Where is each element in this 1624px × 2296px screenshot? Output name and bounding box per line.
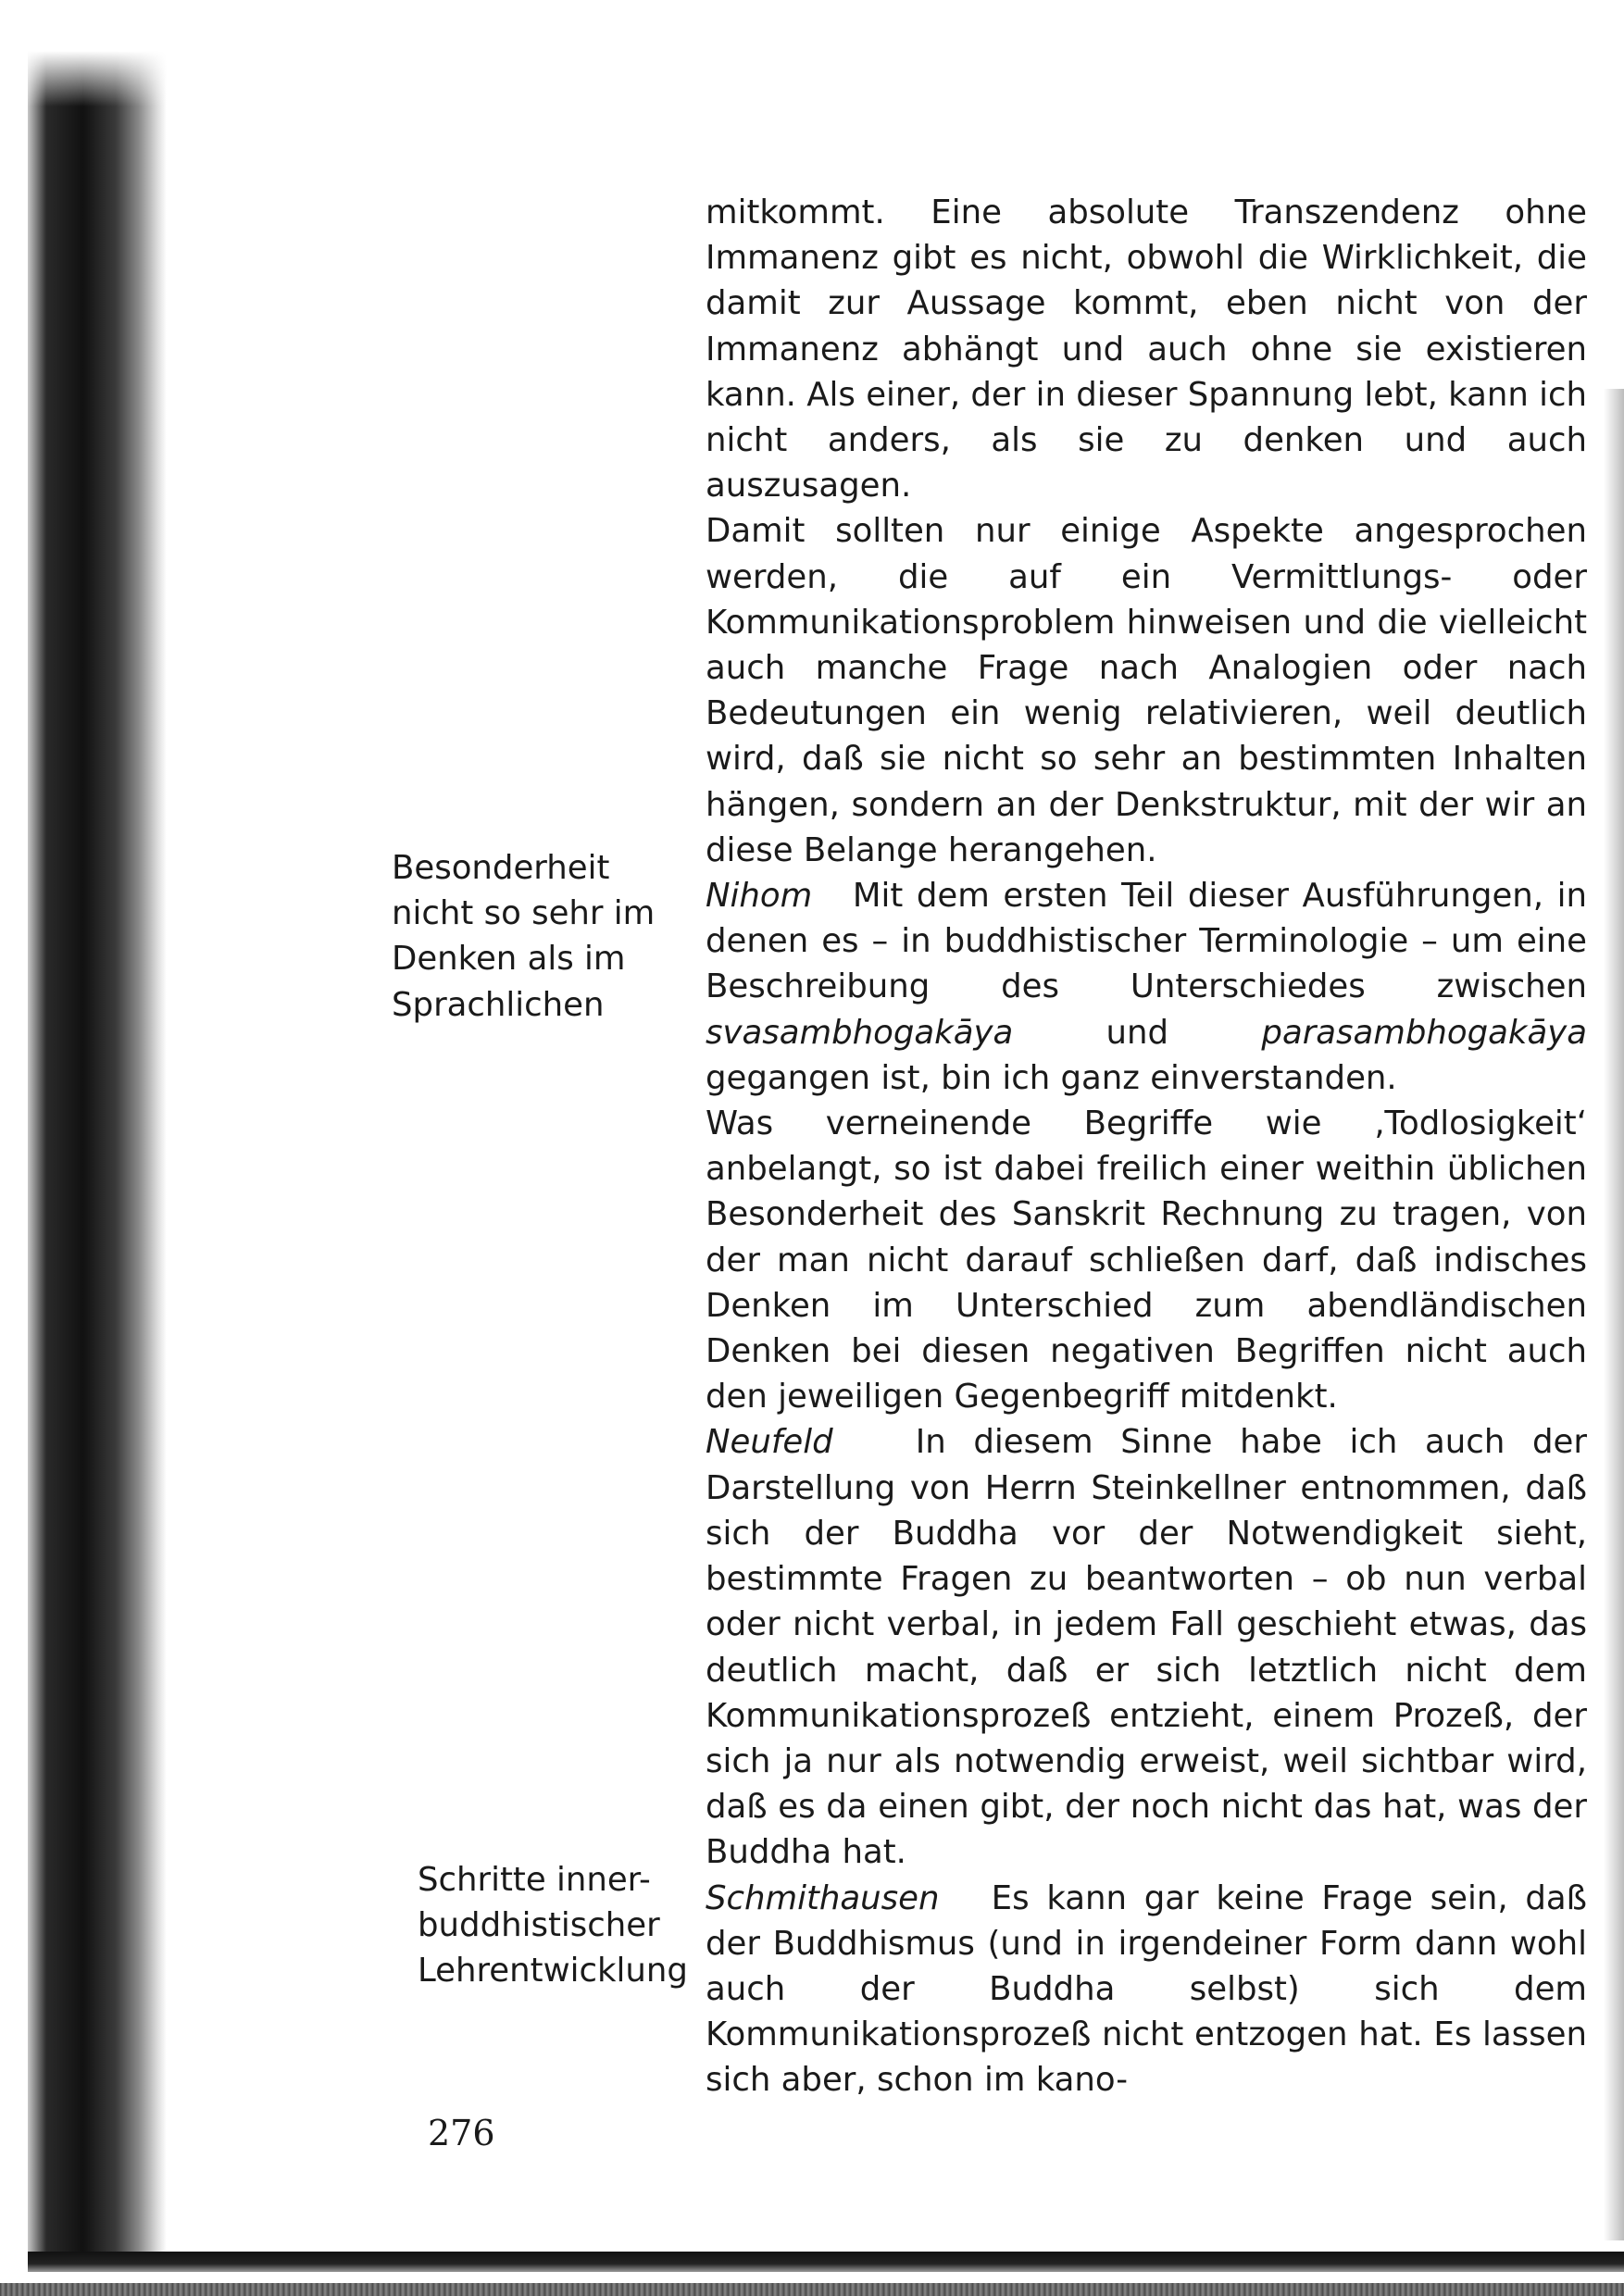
paragraph-2: Damit sollten nur einige Aspekte angesprochen werden, die auf ein Vermittlungs- oder Kommunikationsproblem hinweisen und die vielleicht auch manche Frage nach Analogien oder nach Bedeutungen ein wenig relativieren, weil deutlich wird, daß sie nicht so sehr an bestimmten Inhalten hängen, sondern an der Denkstruktur, mit der wir an diese Belange herangehen. bbox=[706, 512, 1587, 869]
scan-bottom-strip bbox=[0, 2283, 1624, 2296]
page-right-edge bbox=[1604, 389, 1624, 2240]
paragraph-3 bbox=[706, 873, 1587, 1101]
speaker-name: Neufeld bbox=[706, 1423, 833, 1462]
paragraph-1: mitkommt. Eine absolute Transzendenz ohne Immanenz gibt es nicht, obwohl die Wirklichkeit, die damit zur Aussage kommt, eben nicht von der Immanenz abhängt und auch ohne sie existieren kann. Als einer, der in dieser Spannung lebt, kann ich nicht anders, als sie zu denken und auch auszusagen. bbox=[706, 193, 1587, 505]
paragraph-5 bbox=[706, 1419, 1587, 1875]
main-text-column bbox=[706, 190, 1587, 2103]
paragraph-4: Was verneinende Begriffe wie ‚Todlosigkeit‘ anbelangt, so ist dabei freilich einer weithin üblichen Besonderheit des Sanskrit Rechnung zu tragen, von der man nicht darauf schließen darf, daß indisches Denken im Unterschied zum abendländischen Denken bei diesen negativen Begriffen nicht auch den jeweiligen Gegenbegriff mitdenkt. bbox=[706, 1104, 1587, 1416]
paragraph-text: Mit dem ersten Teil dieser Ausführungen, in denen es – in buddhistischer Terminologie – um eine Beschreibung des Unterschiedes zwischen bbox=[706, 877, 1587, 1006]
paragraph-text: gegangen ist, bin ich ganz einverstanden. bbox=[706, 1058, 1397, 1097]
binding-top-fade bbox=[28, 51, 167, 106]
scan-bottom-edge bbox=[28, 2252, 1624, 2272]
paragraph-text: In diesem Sinne habe ich auch der Darstellung von Herrn Steinkellner entnommen, daß sich der Buddha vor der Notwendigkeit sieht, bestimmte Fragen zu beantworten – ob nun verbal oder nicht verbal, in jedem Fall geschieht etwas, das deutlich macht, daß er sich letztlich nicht dem Kommunikationsprozeß entzieht, einem Prozeß, der sich ja nur als notwendig erweist, weil sichtbar wird, daß es da einen gibt, der noch nicht das hat, was der Buddha hat. bbox=[706, 1423, 1587, 1872]
paragraph-text: Es kann gar keine Frage sein, daß der Buddhismus (und in irgendeiner Form dann wohl auch der Buddha selbst) sich dem Kommunikationsprozeß nicht entzogen hat. Es lassen sich aber, schon im kano- bbox=[706, 1878, 1587, 2100]
speaker-name: Schmithausen bbox=[706, 1878, 940, 1917]
margin-note-besonderheit: Besonderheit nicht so sehr im Denken als im Sprachlichen bbox=[392, 849, 656, 1024]
term-svasambhogakaya: svasambhogakāya bbox=[706, 1013, 1014, 1052]
term-parasambhogakaya: parasambhogakāya bbox=[1261, 1013, 1587, 1052]
speaker-name: Nihom bbox=[706, 877, 813, 916]
paragraph-text: und bbox=[1013, 1013, 1262, 1052]
margin-note-lehrentwicklung: Schritte inner- buddhistischer Lehrentwicklung bbox=[418, 1861, 688, 1990]
page-number: 276 bbox=[428, 2113, 495, 2153]
binding-shadow bbox=[28, 51, 167, 2264]
paragraph-6 bbox=[706, 1876, 1587, 2103]
